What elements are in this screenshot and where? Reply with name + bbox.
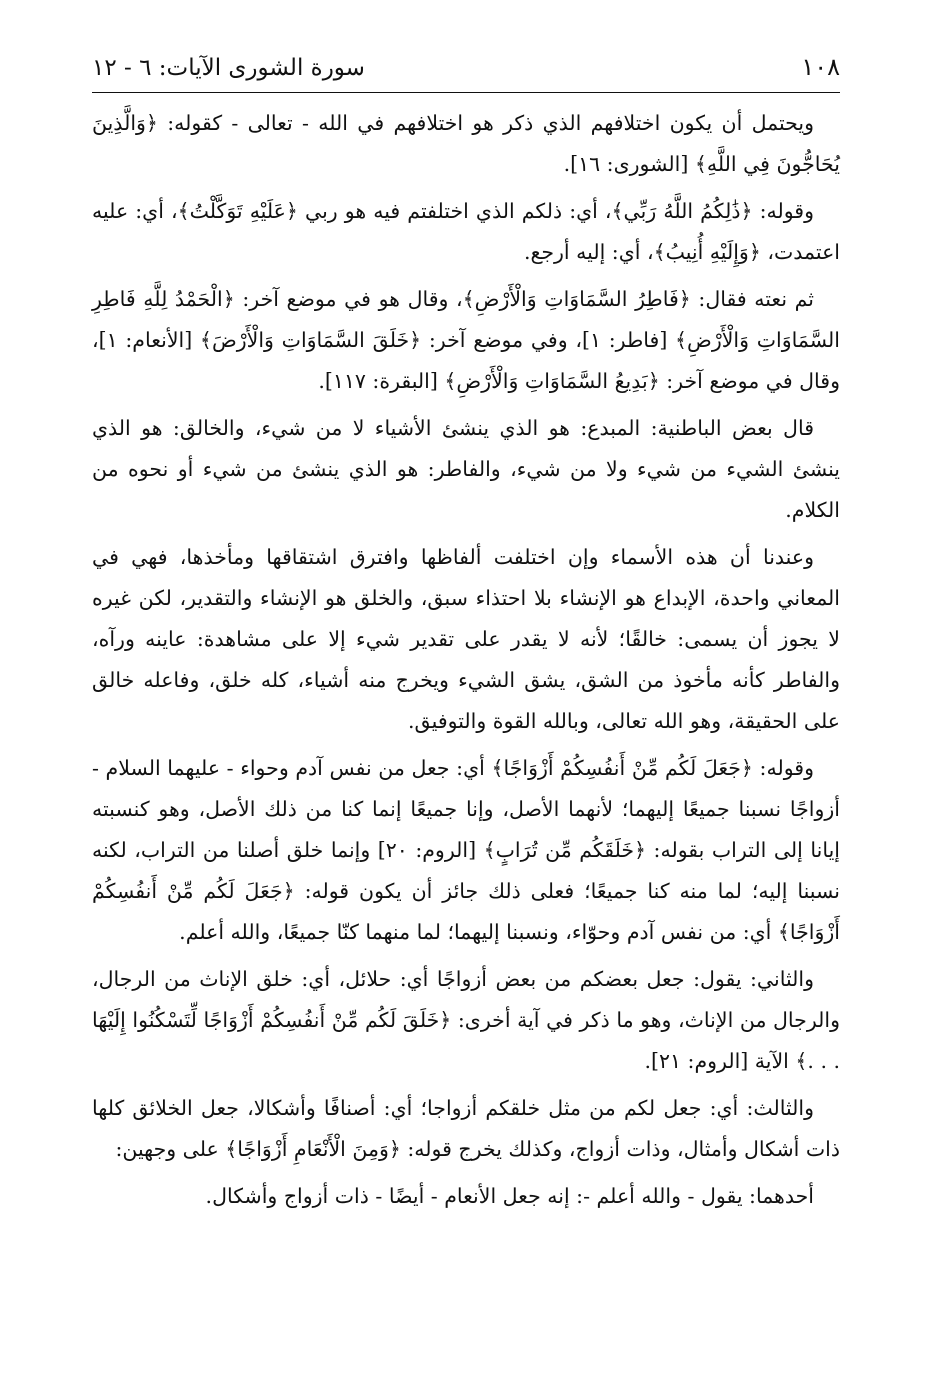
page-body bbox=[92, 103, 840, 1217]
paragraph: وعندنا أن هذه الأسماء وإن اختلفت ألفاظها وافترق اشتقاقها ومأخذها، فهي في المعاني واحدة، الإبداع هو الإنشاء بلا احتذاء سبق، والخلق هو الإنشاء والتقدير، لكن غيره لا يجوز أن يسمى: خالقًا؛ لأنه لا يقدر على تقدير شيء إلا على مشاهدة: عاينه ورآه، والفاطر كأنه مأخوذ من الشق، يشق الشيء ويخرج منه أشياء، كله خلق، وفاعله خالق على الحقيقة، وهو الله تعالى، وبالله القوة والتوفيق. bbox=[92, 545, 840, 733]
paragraph: والثاني: يقول: جعل بعضكم من بعض أزواجًا أي: حلائل، أي: خلق الإناث من الرجال، والرجال من الإناث، وهو ما ذكر في آية أخرى: ﴿خَلَقَ لَكُم مِّنْ أَنفُسِكُمْ أَزْوَاجًا لِّتَسْكُنُوا إِلَيْهَا . . .﴾ الآية [الروم: ٢١]. bbox=[92, 967, 840, 1073]
running-title: سورة الشورى الآيات: ٦ - ١٢ bbox=[92, 55, 365, 81]
paragraph: وقوله: ﴿ذَٰلِكُمُ اللَّهُ رَبِّي﴾، أي: ذلكم الذي اختلفتم فيه هو ربي ﴿عَلَيْهِ تَوَكَّلْتُ﴾، أي: عليه اعتمدت، ﴿وَإِلَيْهِ أُنِيبُ﴾، أي: إليه أرجع. bbox=[92, 199, 840, 264]
paragraph: وقوله: ﴿جَعَلَ لَكُم مِّنْ أَنفُسِكُمْ أَزْوَاجًا﴾ أي: جعل من نفس آدم وحواء - عليهما السلام - أزواجًا نسبنا جميعًا إليهما؛ لأنهما الأصل، وإنا جميعًا إنما كنا من ذلك الأصل، وهو كنسبته إيانا إلى التراب بقوله: ﴿خَلَقَكُم مِّن تُرَابٍ﴾ [الروم: ٢٠] وإنما خلق أصلنا من التراب، لكنه نسبنا إليه؛ لما منه كنا جميعًا؛ فعلى ذلك جائز أن يكون قوله: ﴿جَعَلَ لَكُم مِّنْ أَنفُسِكُمْ أَزْوَاجًا﴾ أي: من نفس آدم وحوّاء، ونسبنا إليهما؛ لما منهما كنّا جميعًا، والله أعلم. bbox=[92, 756, 840, 944]
page-number: ١٠٨ bbox=[801, 53, 840, 81]
paragraph: أحدهما: يقول - والله أعلم -: إنه جعل الأنعام - أيضًا - ذات أزواج وأشكال. bbox=[205, 1184, 814, 1208]
header-rule bbox=[92, 92, 840, 93]
paragraph: قال بعض الباطنية: المبدع: هو الذي ينشئ الأشياء لا من شيء، والخالق: هو الذي ينشئ الشيء من شيء ولا من شيء، والفاطر: هو الذي ينشئ من شيء أو نحوه من الكلام. bbox=[92, 416, 840, 522]
book-page bbox=[92, 52, 840, 1223]
paragraph: ويحتمل أن يكون اختلافهم الذي ذكر هو اختلافهم في الله - تعالى - كقوله: ﴿وَالَّذِينَ يُحَاجُّونَ فِي اللَّهِ﴾ [الشورى: ١٦]. bbox=[92, 111, 840, 176]
paragraph: والثالث: أي: جعل لكم من مثل خلقكم أزواجا؛ أي: أصنافًا وأشكالا، جعل الخلائق كلها ذات أشكال وأمثال، وذات أزواج، وكذلك يخرج قوله: ﴿وَمِنَ الْأَنْعَامِ أَزْوَاجًا﴾ على وجهين: bbox=[92, 1096, 840, 1161]
running-header bbox=[92, 52, 840, 86]
paragraph: ثم نعته فقال: ﴿فَاطِرُ السَّمَاوَاتِ وَالْأَرْضِ﴾، وقال هو في موضع آخر: ﴿الْحَمْدُ لِلَّهِ فَاطِرِ السَّمَاوَاتِ وَالْأَرْضِ﴾ [فاطر: ١]، وفي موضع آخر: ﴿خَلَقَ السَّمَاوَاتِ وَالْأَرْضَ﴾ [الأنعام: ١]، وقال في موضع آخر: ﴿بَدِيعُ السَّمَاوَاتِ وَالْأَرْضِ﴾ [البقرة: ١١٧]. bbox=[92, 287, 840, 393]
